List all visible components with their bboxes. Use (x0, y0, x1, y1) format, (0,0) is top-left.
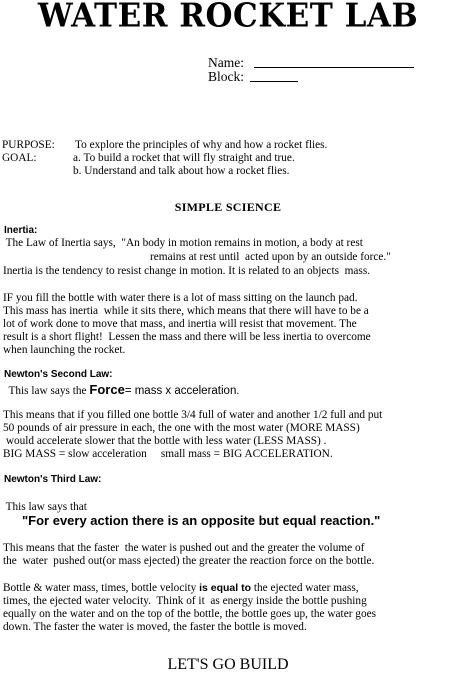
closing-text: LET'S GO BUILD (167, 656, 289, 673)
third-law-para-line (3, 582, 359, 594)
second-law-para-line: This means that if you filled one bottle 3/4 full of water and another 1/2 full and put (3, 409, 383, 421)
second-law-para-line: 50 pounds of air pressure in each, the one with the most water (MORE MASS) (3, 422, 360, 434)
para2-end: the ejected water mass, (251, 582, 359, 594)
goal-b: b. Understand and talk about how a rocket flies. (73, 165, 290, 177)
para2-start: Bottle & water mass, times, bottle velocity (3, 582, 200, 594)
third-law-quote: "For every action there is an opposite but equal reaction." (22, 513, 381, 528)
block-field-line[interactable] (250, 81, 298, 82)
second-law-para-line: would accelerate slower that the bottle with less water (LESS MASS) . (3, 435, 327, 447)
third-law-intro: This law says that (3, 501, 87, 513)
inertia-line: Inertia is the tendency to resist change in motion. It is related to an objects mass. (3, 265, 371, 277)
third-law-para-line: down. The faster the water is moved, the faster the bottle is moved. (3, 621, 307, 633)
para2-equal: is equal to (199, 582, 252, 594)
inertia-para-line: when launching the rocket. (3, 344, 126, 356)
third-law-para-line: equally on the water and on the top of the bottle, the bottle goes up, the water goes (3, 608, 377, 620)
inertia-heading: Inertia: (4, 225, 38, 236)
formula-intro: This law says the (3, 385, 90, 397)
name-field-line[interactable] (254, 67, 414, 68)
inertia-para-line: This mass has inertia while it sits there, which means that there will have to be a (3, 305, 369, 317)
inertia-para-line: result is a short flight! Lessen the mass and there will be less inertia to overcome (3, 331, 371, 343)
second-law-para-line: BIG MASS = slow acceleration small mass = BIG ACCELERATION. (3, 448, 333, 460)
inertia-line: The Law of Inertia says, "An body in motion remains in motion, a body at rest (3, 237, 363, 249)
block-label: Block: (208, 69, 244, 84)
inertia-para-line: lot of work done to move that mass, and inertia will resist that movement. The (3, 318, 357, 330)
goal-label: GOAL: (2, 152, 37, 164)
third-law-para-line: This means that the faster the water is pushed out and the greater the volume of (3, 542, 365, 554)
section-heading: SIMPLE SCIENCE (174, 200, 282, 214)
purpose-text: To explore the principles of why and how a rocket flies. (75, 139, 328, 151)
third-law-heading: Newton's Third Law: (4, 474, 102, 485)
formula-force: Force (89, 382, 125, 397)
page-title: WATER ROCKET LAB (37, 0, 419, 35)
second-law-formula (3, 382, 239, 397)
name-label: Name: (208, 55, 244, 70)
second-law-heading: Newton's Second Law: (4, 369, 113, 380)
goal-a: a. To build a rocket that will fly straight and true. (73, 152, 295, 164)
formula-rest: = mass x acceleration (124, 385, 237, 397)
third-law-para-line: times, the ejected water velocity. Think of it as energy inside the bottle pushing (3, 595, 367, 607)
inertia-para-line: IF you fill the bottle with water there is a lot of mass sitting on the launch pad. (3, 292, 358, 304)
inertia-line: remains at rest until acted upon by an outside force." (150, 251, 391, 263)
third-law-para-line: the water pushed out(or mass ejected) the greater the reaction force on the bottle. (3, 555, 375, 567)
purpose-label: PURPOSE: (2, 139, 55, 151)
formula-end: . (236, 385, 240, 397)
